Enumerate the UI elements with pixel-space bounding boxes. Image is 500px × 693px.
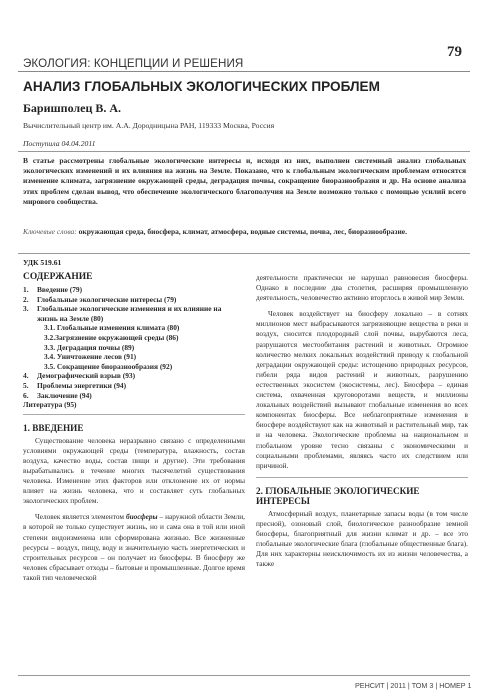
toc-item[interactable] — [23, 285, 245, 295]
keywords-label: Ключевые слова: — [23, 227, 77, 236]
toc-item[interactable] — [23, 295, 245, 305]
paragraph-text: Человек является элементом — [35, 512, 126, 522]
section-header: ЭКОЛОГИЯ: КОНЦЕПЦИИ И РЕШЕНИЯ — [23, 57, 244, 70]
toc-text: Литература (95) — [23, 400, 77, 410]
emphasis-term: биосферы — [125, 512, 158, 522]
author-affiliation: Вычислительный центр им. А.А. Дородницына РАН, 119333 Москва, Россия — [23, 121, 275, 130]
toc-subitem[interactable] — [23, 333, 245, 343]
abstract: В статье рассмотрены глобальные экологические интересы и, исходя из них, выполнен системный анализ глобальных экологических изменений и их влияния на жизнь на Земле. Показано, что к глобальным экологическим проблемам относятся изменение климата, загрязнение окружающей среды, деградация почвы, сокращение биоразнообразия и др. На основе анализа этих проблем сделан вывод, что обеспечение экологического благополучия на Земле возможно только с помощью усилий всего мирового сообщества. — [23, 156, 466, 206]
toc-item[interactable] — [23, 381, 245, 391]
toc-text: Глобальные экологические интересы (79) — [37, 294, 177, 304]
toc-item[interactable] — [23, 304, 245, 323]
section-1-paragraph-1: Существование человека неразрывно связано с определенными условиями окружающей среды (температура, влажность, состав воздуха, качество воды, состав пищи и другие). Эти требования вырабатывались в течение многих тысячелетий существования человека. Изменение этих факторов или отклонение их от нормы влияет на жизнь человека, что и составляет суть глобальных экологических проблем. — [23, 435, 245, 506]
toc-subitem[interactable] — [23, 362, 245, 372]
toc-text: 3.1. Глобальные изменения климата (80) — [44, 323, 180, 333]
toc-num: 4. — [23, 371, 29, 381]
section-divider — [256, 477, 468, 478]
toc-num: 6. — [23, 390, 29, 400]
udc-code: УДК 519.61 — [23, 258, 62, 267]
paragraph-text: – наружной области Земли, в которой не только существует жизнь, но и сама она в той или иной степени видоизменена или сформирована жизнью. Все жизненные ресурсы – воздух, пищу, воду и значительную часть энергетических и строительных ресурсов – он получает из биосферы. В биосферу же человек сбрасывает отходы – бытовые и промышленные. Долгое время такой тип человеческой — [23, 512, 246, 582]
toc-num: 2. — [23, 294, 29, 304]
toc-text: Заключение (94) — [37, 390, 92, 400]
toc-item[interactable] — [23, 400, 245, 410]
toc-text: Глобальные экологические изменения и их влияние на жизнь на Земле (80) — [37, 304, 222, 323]
toc-text: 3.3. Деградация почвы (89) — [44, 342, 135, 352]
left-column — [23, 272, 245, 589]
article-author: Баришполец В. А. — [23, 101, 122, 115]
right-paragraph-2: Человек воздействует на биосферу локально – в сотнях миллионов мест выбрасываются загрязняющие вещества в реки и воздух, сносится плодородный слой почвы, вырубаются леса, разрушаются местообитания растений и животных. Огромное количество мелких локальных воздействий приводу к глобальной деградации окружающей среды: истощению природных ресурсов, гибели ряда видов растений и животных, разрушению естественных экосистем (экосистемы, лес). Биосфера – единая система, охваченная круговоротами веществ, и миллионы локальных воздействий вызывают глобальные изменения во всех компонентах биосферы. Все неблагоприятные изменения в биосфере воздействуют как на животный и растительный мир, так и на человека. Экологические проблемы на национальном и глобальном уровне тесно связаны с экономическими и социальными проблемами, являясь часто их следствием или причиной. — [256, 309, 468, 470]
toc-num: 1. — [23, 285, 29, 294]
section-1-title: 1. ВВЕДЕНИЕ — [23, 422, 84, 433]
toc-subitem[interactable] — [23, 323, 245, 333]
footer-divider — [18, 675, 470, 676]
section-2-paragraph-1: Атмосферный воздух, планетарные запасы воды (в том числе пресной), озоновый слой, биологическое разнообразие земной биосферы, благоприятный для жизни климат и др. – все это глобальные экологические блага (глобальные общественные блага). Для них характерны неисключимость их из жизни человечества, а также — [256, 508, 468, 569]
keywords — [23, 227, 466, 237]
table-of-contents — [23, 285, 245, 410]
received-date: Поступила 04.04.2011 — [23, 139, 96, 148]
article-title: АНАЛИЗ ГЛОБАЛЬНЫХ ЭКОЛОГИЧЕСКИХ ПРОБЛЕМ — [23, 79, 380, 94]
udc-divider — [18, 253, 470, 254]
section-1-paragraph-2 — [23, 512, 245, 583]
toc-num: 5. — [23, 380, 29, 390]
keywords-text: окружающая среда, биосфера, климат, атмосфера, водные системы, почва, лес, биоразнообразие. — [78, 227, 407, 236]
right-paragraph-1: деятельности практически не нарушал равновесия биосферы. Однако в последние два столетия, расширяя промышленную деятельность, человечество активно вторглось в живой мир Земли. — [256, 273, 468, 303]
page-number: 79 — [447, 44, 462, 60]
journal-footer: РЕНСИТ | 2011 | ТОМ 3 | НОМЕР 1 — [355, 681, 472, 690]
toc-subitem[interactable] — [23, 352, 245, 362]
right-column — [256, 273, 468, 575]
toc-text: Демографический взрыв (93) — [37, 371, 136, 381]
contents-title: СОДЕРЖАНИЕ — [23, 272, 93, 282]
toc-num: 3. — [23, 304, 29, 314]
section-divider — [23, 414, 245, 415]
section-2-title: 2. ГЛОБАЛЬНЫЕ ЭКОЛОГИЧЕСКИЕ ИНТЕРЕСЫ — [256, 485, 420, 506]
toc-text: 3.5. Сокращение биоразнообразия (92) — [44, 361, 173, 371]
header-divider — [18, 71, 470, 72]
toc-text: Проблемы энергетики (94) — [37, 380, 127, 390]
abstract-divider — [18, 151, 470, 152]
toc-text: 3.4. Уничтожение лесов (91) — [44, 352, 137, 362]
toc-text: Введение (79) — [37, 285, 83, 294]
toc-item[interactable] — [23, 371, 245, 381]
toc-text: 3.2.Загрязнение окружающей среды (86) — [44, 332, 179, 342]
toc-item[interactable] — [23, 391, 245, 401]
toc-subitem[interactable] — [23, 343, 245, 353]
